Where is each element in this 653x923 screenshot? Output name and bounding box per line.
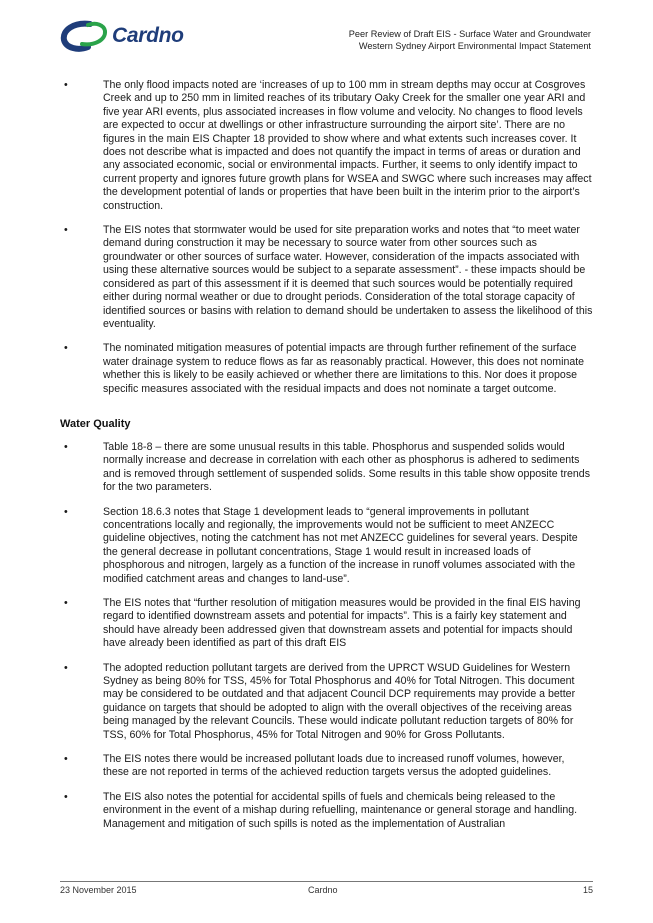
- list-item-text: The nominated mitigation measures of potential impacts are through further refinement of the surface water drainage system to reduce flows as far as reasonably practical. However, this does not nominate whether this is likely to be easily achieved or whether there are limitations to this. Nor does it propose specific measures associated with the residual impacts and does not nominate a target outcome.: [103, 342, 585, 395]
- page-body: [60, 79, 593, 842]
- bullet-dot-icon: •: [64, 79, 68, 91]
- brand-name: Cardno: [112, 24, 184, 47]
- list-item: [60, 224, 593, 331]
- list-item: [60, 441, 593, 495]
- bullet-dot-icon: •: [64, 597, 68, 609]
- cardno-logo: [60, 20, 184, 54]
- document-title-line-2: Western Sydney Airport Environmental Impact Statement: [358, 40, 591, 51]
- list-item: [60, 506, 593, 586]
- list-item-text: The only flood impacts noted are ‘increases of up to 100 mm in stream depths may occur at Cosgroves Creek and up to 250 mm in limited reaches of its tributary Oaky Creek for the smaller one year ARI and five year ARI events, plus associated increases in flow volume and velocity. No changes to flood levels are expected to occur at dwellings or other infrastructure surrounding the airport site’. There are no figures in the main EIS Chapter 18 provided to show where and what extents such increases cover. It does not describe what is impacted and does not quantify the impact in terms of areas or duration and any associated economic, social or environmental impacts. Further, it seems to only identify impact to current property and ignores future growth plans for WSEA and SWGC where such increases may affect the development potential of lands or properties that have been built in the interim prior to the airport’s construction.: [103, 79, 592, 212]
- page-header: [0, 0, 653, 60]
- document-title-line-1: Peer Review of Draft EIS - Surface Water and Groundwater: [348, 29, 591, 39]
- document-title: [349, 29, 591, 52]
- list-item: [60, 662, 593, 742]
- list-item: [60, 753, 593, 780]
- bullet-dot-icon: •: [64, 790, 68, 803]
- section-heading-water-quality: Water Quality: [60, 417, 131, 430]
- footer-date: 23 November 2015: [60, 885, 137, 895]
- list-item: [60, 597, 593, 651]
- list-item-text: Section 18.6.3 notes that Stage 1 development leads to “general improvements in pollutant concentrations locally and regionally, the improvements would not be sufficient to meet ANZECC guideline objectives, noting the catchment has not met ANZECC guidelines for several years. Despite the general decrease in pollutant concentrations, Stage 1 would result in increased loads of phosphorous and nitrogen, largely as a function of the increase in runoff volumes associated with the modified catchment areas and changes to land-use”.: [103, 505, 578, 585]
- bullet-dot-icon: •: [64, 342, 68, 355]
- cardno-logo-icon: [60, 20, 110, 52]
- bullet-dot-icon: •: [64, 661, 68, 674]
- bullet-dot-icon: •: [64, 224, 68, 237]
- list-item-text: The EIS notes that “further resolution of mitigation measures would be provided in the final EIS having regard to identified downstream assets and potential for impacts”. This is a fairly key statement and should have already been addressed given that downstream assets and potential for impacts should have already been identified as part of this draft EIS: [103, 597, 581, 650]
- bullet-list-water-quality: [60, 441, 593, 831]
- list-item-text: Table 18-8 – there are some unusual results in this table. Phosphorus and suspended solids would normally increase and decrease in correlation with each other as phosphorus is adhered to sediments and is removed through settlement of suspended solids. Some results in this table show opposite trends for the two parameters.: [103, 440, 590, 494]
- bullet-list-flooding: [60, 79, 593, 396]
- list-item: [60, 342, 593, 396]
- bullet-dot-icon: •: [64, 753, 68, 766]
- list-item: [60, 79, 593, 213]
- list-item: [60, 791, 593, 831]
- list-item-text: The adopted reduction pollutant targets are derived from the UPRCT WSUD Guidelines for Western Sydney as being 80% for TSS, 45% for Total Phosphorus and 40% for Total Nitrogen. This document may be considered to be outdated and that adjacent Council DCP requirements may provide a better guidance on targets that should be adopted to align with the overall objectives of the receiving areas being managed by the relevant Councils. These would indicate pollutant reduction targets of 80% for TSS, 60% for Total Phosphorus, 45% for Total Nitrogen and 90% for Gross Pollutants.: [103, 661, 576, 741]
- page-footer: [60, 881, 593, 896]
- footer-company: Cardno: [308, 885, 338, 895]
- bullet-dot-icon: •: [64, 440, 68, 453]
- list-item-text: The EIS notes there would be increased pollutant loads due to increased runoff volumes, however, these are not reported in terms of the achieved reduction targets versus the adopted guidelines.: [103, 753, 565, 779]
- list-item-text: The EIS notes that stormwater would be used for site preparation works and notes that “to meet water demand during construction it may be necessary to source water from other sources such as groundwater or other sources of surface water. However, consideration of the impacts associated with using these alternative sources would be subject to a separate assessment”. - these impacts should be considered as part of this assessment if it is deemed that such sources would be potentially required either during normal weather or due to drought periods. Consideration of the total storage capacity of identified sources or basins with relation to demand should be undertaken to assess the likelihood of this eventuality.: [103, 224, 593, 330]
- list-item-text: The EIS also notes the potential for accidental spills of fuels and chemicals being released to the environment in the event of a mishap during refuelling, maintenance or general storage and handling. Management and mitigation of such spills is noted as the implementation of Australian: [103, 790, 578, 830]
- page-number: 15: [582, 885, 593, 895]
- bullet-dot-icon: •: [64, 505, 68, 518]
